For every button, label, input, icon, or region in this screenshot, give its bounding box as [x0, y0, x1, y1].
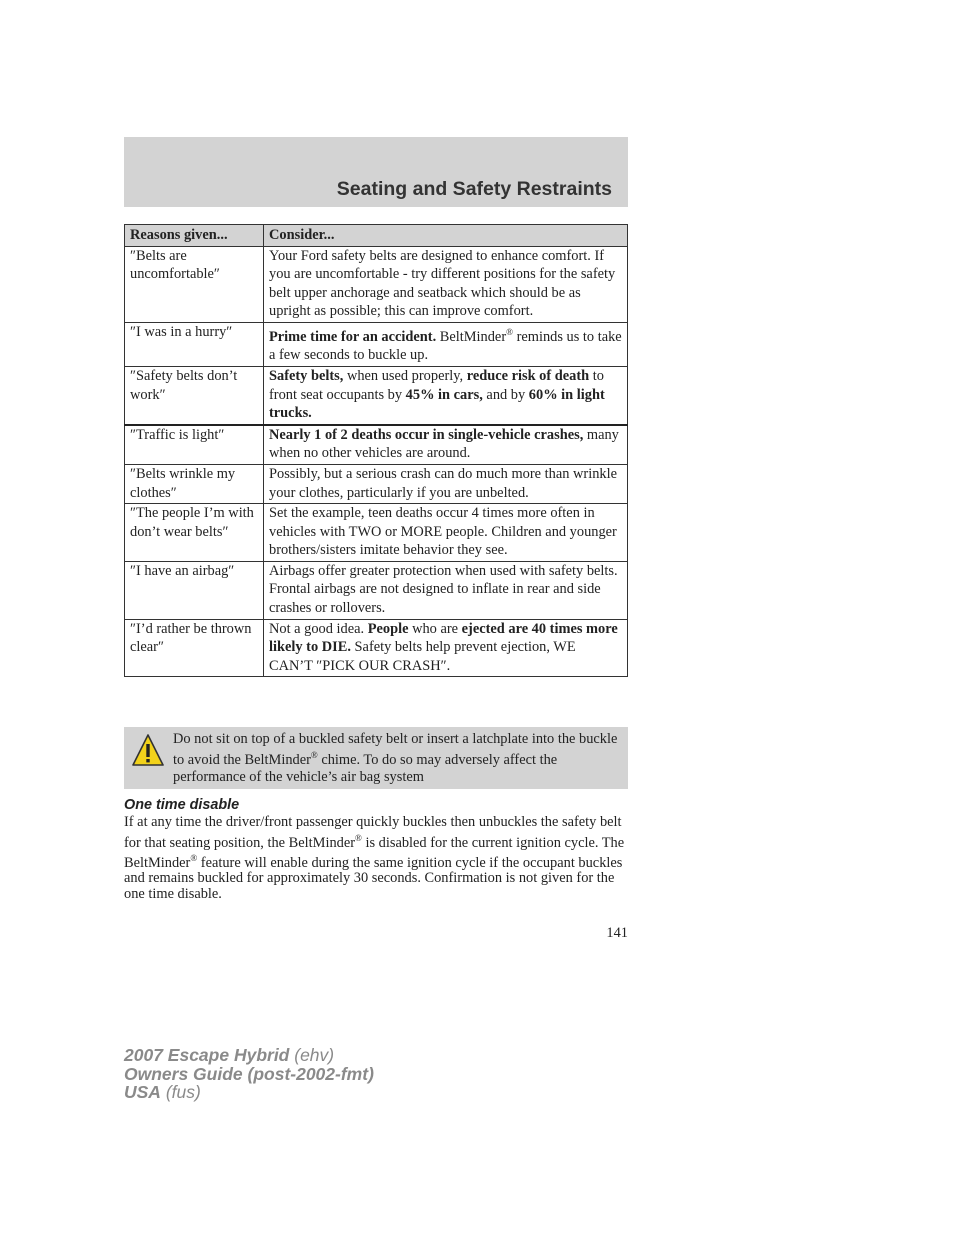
consider-cell: Not a good idea. People who are ejected are 40 times more likely to DIE. Safety belts help prevent ejection, WE CAN’T ″PICK OUR CRASH″. [264, 619, 628, 677]
consider-cell: Your Ford safety belts are designed to enhance comfort. If you are uncomfortable - try different positions for the safety belt upper anchorage and seatback which should be as upright as possible; this can improve comfort. [264, 246, 628, 322]
table-row [125, 366, 628, 424]
reason-cell: ″Traffic is light″ [125, 425, 264, 465]
reason-cell: ″I’d rather be thrown clear″ [125, 619, 264, 677]
table-row [125, 464, 628, 503]
warning-triangle-icon [131, 733, 165, 769]
section-title: Seating and Safety Restraints [336, 178, 612, 200]
consider-cell: Possibly, but a serious crash can do much more than wrinkle your clothes, particularly if you are unbelted. [264, 464, 628, 503]
table-row [125, 619, 628, 677]
table-row [125, 322, 628, 366]
body-paragraph: If at any time the driver/front passenger quickly buckles then unbuckles the safety belt for that seating position, the BeltMinder® is disabled for the current ignition cycle. The BeltMinder® feature will enable during the same ignition cycle if the occupant buckles and remains buckled for approximately 30 seconds. Confirmation is not given for the one time disable. [124, 814, 625, 902]
reason-cell: ″I have an airbag″ [125, 561, 264, 619]
column-header-consider: Consider... [264, 225, 628, 247]
reasons-table [124, 224, 628, 677]
consider-cell: Set the example, teen deaths occur 4 times more often in vehicles with TWO or MORE people. Children and younger brothers/sisters imitate behavior they see. [264, 504, 628, 562]
warning-box [124, 727, 628, 789]
reason-cell: ″The people I’m with don’t wear belts″ [125, 504, 264, 562]
subsection-heading: One time disable [124, 797, 240, 813]
footer-line-guide: Owners Guide (post-2002-fmt) [124, 1063, 374, 1084]
consider-cell: Safety belts, when used properly, reduce risk of death to front seat occupants by 45% in cars, and by 60% in light trucks. [264, 366, 628, 424]
reason-cell: ″Belts wrinkle my clothes″ [125, 464, 264, 503]
table-body [125, 246, 628, 677]
reason-cell: ″I was in a hurry″ [125, 322, 264, 366]
table-row [125, 425, 628, 465]
footer-line-region: USA (fus) [124, 1082, 201, 1102]
consider-cell: Nearly 1 of 2 deaths occur in single-vehicle crashes, many when no other vehicles are around. [264, 425, 628, 465]
table-row [125, 504, 628, 562]
section-header-band [124, 137, 628, 207]
column-header-reasons: Reasons given... [125, 225, 264, 247]
consider-cell: Prime time for an accident. BeltMinder® reminds us to take a few seconds to buckle up. [264, 322, 628, 366]
warning-text: Do not sit on top of a buckled safety belt or insert a latchplate into the buckle to avoid the BeltMinder® chime. To do so may adversely affect the performance of the vehicle’s air bag system [173, 731, 618, 785]
consider-cell: Airbags offer greater protection when used with safety belts. Frontal airbags are not designed to inflate in rear and side crashes or rollovers. [264, 561, 628, 619]
reason-cell: ″Belts are uncomfortable″ [125, 246, 264, 322]
table-row [125, 561, 628, 619]
page-number: 141 [606, 925, 628, 941]
reason-cell: ″Safety belts don’t work″ [125, 366, 264, 424]
document-footer [124, 1046, 374, 1102]
table-row [125, 246, 628, 322]
footer-line-model: 2007 Escape Hybrid (ehv) [124, 1045, 335, 1065]
table-header-row [125, 225, 628, 247]
